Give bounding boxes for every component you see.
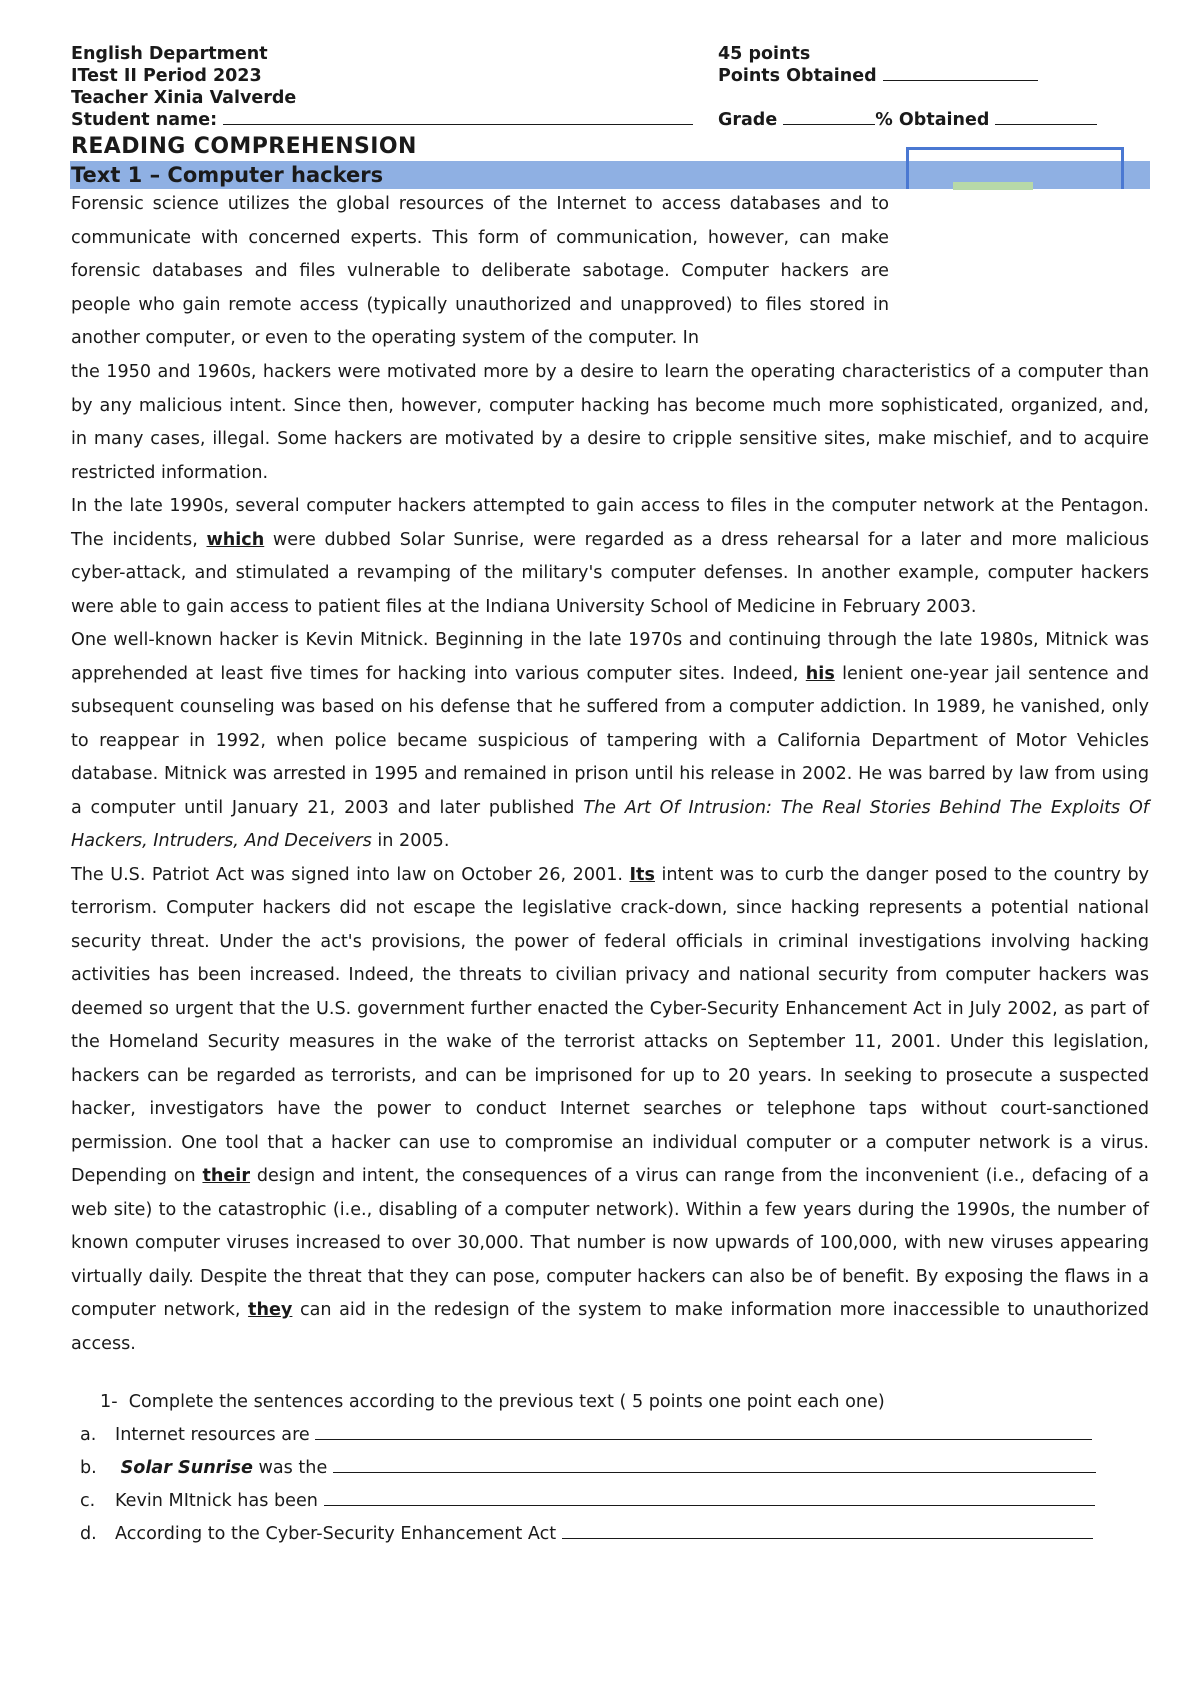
question-number: 1- [100, 1392, 118, 1412]
header-left [71, 43, 693, 131]
reference-word-their: their [202, 1166, 251, 1186]
answer-item-d [80, 1518, 1093, 1551]
item-label: c. [80, 1491, 96, 1511]
p3-text-c: in 2005. [377, 831, 450, 851]
department: English Department [71, 44, 268, 64]
item-label: a. [80, 1425, 97, 1445]
percent-field[interactable] [995, 109, 1097, 125]
item-label: b. [80, 1458, 97, 1478]
question-instruction: Complete the sentences according to the previous text ( 5 points one point each one) [128, 1392, 885, 1412]
intro-paragraph: Forensic science utilizes the global resources of the Internet to access databases and to communicate with concerned experts. This form of communication, however, can make forensic databases and files vulnerable to deliberate sabotage. Computer hackers are people who gain remote access (typically unauthorized and unapproved) to files stored in another computer, or even to the operating system of the computer. In [71, 194, 889, 348]
reference-word-its: Its [629, 864, 655, 885]
text-title: Text 1 – Computer hackers [71, 163, 384, 187]
image-fragment [953, 182, 1033, 190]
answer-line[interactable] [324, 1487, 1095, 1506]
reference-word-which: which [206, 529, 265, 550]
reading-intro [71, 188, 889, 356]
p4-text-b: intent was to curb the danger posed to the country by terrorism. Computer hackers did not escape the legislative crack-down, since hacking represents a potential national security threat. Under the act's provisions, the power of federal officials in criminal investigations involving hacking activities has been increased. Indeed, the threats to civilian privacy and national security from computer hackers was deemed so urgent that the U.S. government further enacted the Cyber-Security Enhancement Act in July 2002, as part of the Homeland Security measures in the wake of the terrorist attacks on September 11, 2001. Under this legislation, hackers can be regarded as terrorists, and can be imprisoned for up to 20 years. In seeking to prosecute a suspected hacker, investigators have the power to conduct Internet searches or telephone taps without court-sanctioned permission. One tool that a hacker can use to compromise an individual computer or a computer network is a virus. Depending on [71, 864, 1150, 1186]
student-name-field[interactable] [223, 109, 693, 125]
teacher-name: Teacher Xinia Valverde [71, 88, 297, 108]
answer-item-c [80, 1485, 1095, 1518]
p3-text-b: lenient one-year jail sentence and subsequent counseling was based on his defense that he suffered from a computer addiction. In 1989, he vanished, only to reappear in 1992, when police became suspicious of tampering with a California Department of Motor Vehicles database. Mitnick was arrested in 1995 and remained in prison until his release in 2002. He was barred by law from using a computer until January 21, 2003 and later published [71, 663, 1150, 818]
points-obtained-field[interactable] [883, 65, 1038, 81]
p4-text-a: The U.S. Patriot Act was signed into law on October 26, 2001. [71, 864, 624, 885]
answer-line[interactable] [315, 1421, 1092, 1440]
p4-text-d: can aid in the redesign of the system to make information more inaccessible to unauthorized access. [71, 1300, 1150, 1354]
spacer-line [718, 87, 1097, 109]
answer-item-a [80, 1419, 1092, 1452]
item-label: d. [80, 1524, 97, 1544]
item-bold-term: Solar Sunrise [120, 1458, 253, 1478]
item-prompt: was the [258, 1458, 328, 1478]
reading-body [71, 356, 1149, 1361]
student-name-row [71, 109, 693, 131]
grade-label: Grade [718, 110, 778, 130]
item-prompt: Internet resources are [115, 1425, 310, 1445]
p3-text-a: One well-known hacker is Kevin Mitnick. Beginning in the late 1970s and continuing through the late 1980s, Mitnick was apprehended at least five times for hacking into various computer sites. Indeed, [71, 630, 1149, 684]
reference-word-his: his [805, 663, 835, 684]
section-title: READING COMPREHENSION [71, 134, 417, 159]
answer-item-b [80, 1452, 1096, 1485]
paragraph-2 [71, 490, 1149, 624]
book-title: The Art Of Intrusion: The Real Stories Behind The Exploits Of Hackers, Intruders, And Deceivers [71, 797, 1150, 851]
points-obtained-row [718, 65, 1097, 87]
header-right [718, 43, 1097, 131]
reference-word-they: they [248, 1300, 293, 1320]
test-name: ITest II Period 2023 [71, 66, 262, 86]
p4-text-c: design and intent, the consequences of a virus can range from the inconvenient (i.e., defacing of a web site) to the catastrophic (i.e., disabling of a computer network). Within a few years during the 1990s, the number of known computer viruses increased to over 30,000. That number is now upwards of 100,000, with new viruses appearing virtually daily. Despite the threat that they can pose, computer hackers can also be of benefit. By exposing the flaws in a computer network, [71, 1166, 1149, 1320]
paragraph-1: the 1950 and 1960s, hackers were motivated more by a desire to learn the operating characteristics of a computer than by any malicious intent. Since then, however, computer hacking has become much more sophisticated, organized, and, in many cases, illegal. Some hackers are motivated by a desire to cripple sensitive sites, make mischief, and to acquire restricted information. [71, 362, 1149, 483]
p2-text-a: In the late 1990s, several computer hackers attempted to gain access to files in the computer network at the Pentagon. The incidents, [71, 496, 1149, 550]
item-prompt: Kevin MItnick has been [115, 1491, 318, 1511]
percent-label: % Obtained [875, 110, 990, 130]
student-name-label: Student name: [71, 110, 218, 130]
question-1 [100, 1386, 885, 1419]
grade-field[interactable] [783, 109, 875, 125]
grade-row [718, 109, 1097, 131]
paragraph-3 [71, 624, 1149, 859]
item-prompt: According to the Cyber-Security Enhancement Act [115, 1524, 557, 1544]
answer-line[interactable] [562, 1520, 1093, 1539]
points-total: 45 points [718, 44, 811, 64]
points-obtained-label: Points Obtained [718, 66, 877, 86]
p2-text-b: were dubbed Solar Sunrise, were regarded as a dress rehearsal for a later and more malicious cyber-attack, and stimulated a revamping of the military's computer defenses. In another example, computer hackers were able to gain access to patient files at the Indiana University School of Medicine in February 2003. [71, 529, 1150, 617]
paragraph-4 [71, 859, 1149, 1362]
answer-line[interactable] [333, 1454, 1096, 1473]
